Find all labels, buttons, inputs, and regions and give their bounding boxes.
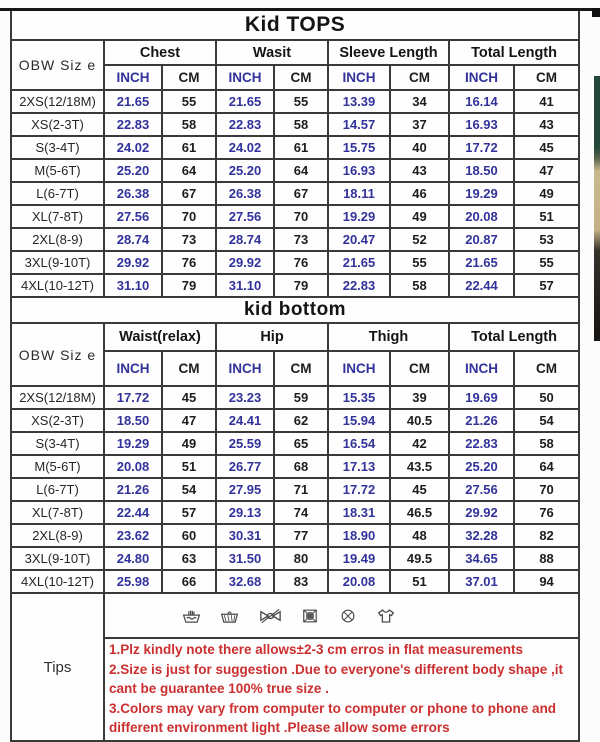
inch-value: 20.08 xyxy=(104,455,162,478)
size-label: 4XL(10-12T) xyxy=(11,274,104,297)
inch-value: 15.94 xyxy=(328,409,390,432)
inch-value: 31.10 xyxy=(216,274,274,297)
inch-value: 18.31 xyxy=(328,501,390,524)
table-row xyxy=(11,113,579,136)
size-label: XS(2-3T) xyxy=(11,409,104,432)
cm-value: 61 xyxy=(274,136,328,159)
cm-value: 37 xyxy=(390,113,449,136)
cm-value: 53 xyxy=(514,228,579,251)
inch-value: 20.47 xyxy=(328,228,390,251)
unit-inch-header: INCH xyxy=(449,65,514,90)
unit-inch-header: INCH xyxy=(104,65,162,90)
cm-value: 71 xyxy=(274,478,328,501)
wash-basin-icon xyxy=(219,606,240,626)
bottom-title-row xyxy=(11,297,579,323)
size-label: XL(7-8T) xyxy=(11,501,104,524)
inch-value: 22.44 xyxy=(449,274,514,297)
inch-value: 22.83 xyxy=(216,113,274,136)
do-not-wring-icon xyxy=(258,606,283,626)
table-row xyxy=(11,409,579,432)
cm-value: 58 xyxy=(162,113,216,136)
cm-value: 70 xyxy=(274,205,328,228)
table-row xyxy=(11,205,579,228)
inch-value: 17.13 xyxy=(328,455,390,478)
inch-value: 23.62 xyxy=(104,524,162,547)
inch-value: 17.72 xyxy=(449,136,514,159)
cm-value: 55 xyxy=(162,90,216,113)
inch-value: 16.93 xyxy=(328,159,390,182)
cm-value: 49 xyxy=(390,205,449,228)
cm-value: 40 xyxy=(390,136,449,159)
cm-value: 73 xyxy=(274,228,328,251)
inch-value: 27.56 xyxy=(104,205,162,228)
cm-value: 63 xyxy=(162,547,216,570)
cm-value: 45 xyxy=(390,478,449,501)
unit-cm-header: CM xyxy=(274,65,328,90)
bottom-waist-relax-header: Waist(relax) xyxy=(104,323,216,351)
inch-value: 22.44 xyxy=(104,501,162,524)
inch-value: 24.02 xyxy=(216,136,274,159)
size-label: 2XL(8-9) xyxy=(11,524,104,547)
unit-cm-header: CM xyxy=(514,351,579,386)
cm-value: 67 xyxy=(162,182,216,205)
hand-wash-icon xyxy=(181,606,202,626)
tips-line-1: 1.Plz kindly note there allows±2-3 cm erros in flat measurements xyxy=(109,642,524,657)
do-not-tumble-dry-icon xyxy=(300,606,320,626)
size-label: 3XL(9-10T) xyxy=(11,251,104,274)
bottom-total-length-header: Total Length xyxy=(449,323,579,351)
cm-value: 68 xyxy=(274,455,328,478)
inch-value: 18.50 xyxy=(449,159,514,182)
size-label: 2XL(8-9) xyxy=(11,228,104,251)
cm-value: 67 xyxy=(274,182,328,205)
inch-value: 21.65 xyxy=(216,90,274,113)
inch-value: 25.20 xyxy=(104,159,162,182)
cm-value: 49 xyxy=(162,432,216,455)
size-label: 4XL(10-12T) xyxy=(11,570,104,593)
cm-value: 50 xyxy=(514,386,579,409)
size-label: S(3-4T) xyxy=(11,136,104,159)
inch-value: 24.02 xyxy=(104,136,162,159)
inch-value: 15.35 xyxy=(328,386,390,409)
cm-value: 60 xyxy=(162,524,216,547)
size-chart-table xyxy=(10,8,580,742)
size-label: S(3-4T) xyxy=(11,432,104,455)
unit-cm-header: CM xyxy=(162,351,216,386)
cm-value: 79 xyxy=(274,274,328,297)
size-label: M(5-6T) xyxy=(11,455,104,478)
do-not-dry-clean-icon xyxy=(338,606,358,626)
inch-value: 20.08 xyxy=(449,205,514,228)
cm-value: 65 xyxy=(274,432,328,455)
cm-value: 83 xyxy=(274,570,328,593)
tops-sleeve-header: Sleeve Length xyxy=(328,40,449,65)
unit-inch-header: INCH xyxy=(104,351,162,386)
size-label: 3XL(9-10T) xyxy=(11,547,104,570)
inch-value: 20.87 xyxy=(449,228,514,251)
inch-value: 25.98 xyxy=(104,570,162,593)
inch-value: 16.93 xyxy=(449,113,514,136)
cm-value: 74 xyxy=(274,501,328,524)
unit-inch-header: INCH xyxy=(328,65,390,90)
inch-value: 18.11 xyxy=(328,182,390,205)
cm-value: 52 xyxy=(390,228,449,251)
inch-value: 21.65 xyxy=(328,251,390,274)
cm-value: 70 xyxy=(514,478,579,501)
size-label: 2XS(12/18M) xyxy=(11,90,104,113)
inch-value: 19.29 xyxy=(328,205,390,228)
bottom-size-column-header: OBW Siz e xyxy=(11,323,104,386)
inch-value: 27.56 xyxy=(216,205,274,228)
size-label: XS(2-3T) xyxy=(11,113,104,136)
unit-cm-header: CM xyxy=(390,351,449,386)
bottom-thigh-header: Thigh xyxy=(328,323,449,351)
cm-value: 41 xyxy=(514,90,579,113)
bottom-hip-header: Hip xyxy=(216,323,328,351)
photo-corner-fragment xyxy=(592,8,600,17)
cm-value: 64 xyxy=(162,159,216,182)
cm-value: 51 xyxy=(514,205,579,228)
cm-value: 88 xyxy=(514,547,579,570)
size-label: 2XS(12/18M) xyxy=(11,386,104,409)
inch-value: 21.26 xyxy=(449,409,514,432)
cm-value: 45 xyxy=(162,386,216,409)
table-row xyxy=(11,159,579,182)
inch-value: 19.29 xyxy=(449,182,514,205)
bottom-group-header-row xyxy=(11,323,579,351)
inch-value: 15.75 xyxy=(328,136,390,159)
cm-value: 46 xyxy=(390,182,449,205)
size-label: L(6-7T) xyxy=(11,182,104,205)
inch-value: 30.31 xyxy=(216,524,274,547)
cm-value: 54 xyxy=(162,478,216,501)
cm-value: 57 xyxy=(514,274,579,297)
cm-value: 42 xyxy=(390,432,449,455)
tops-chest-header: Chest xyxy=(104,40,216,65)
inch-value: 19.49 xyxy=(328,547,390,570)
table-row xyxy=(11,432,579,455)
cm-value: 49.5 xyxy=(390,547,449,570)
cm-value: 76 xyxy=(162,251,216,274)
tips-label: Tips xyxy=(11,593,104,741)
cm-value: 43.5 xyxy=(390,455,449,478)
inch-value: 21.65 xyxy=(104,90,162,113)
cm-value: 49 xyxy=(514,182,579,205)
inch-value: 14.57 xyxy=(328,113,390,136)
tops-waist-header: Wasit xyxy=(216,40,328,65)
inch-value: 22.83 xyxy=(328,274,390,297)
cm-value: 82 xyxy=(514,524,579,547)
cm-value: 58 xyxy=(274,113,328,136)
care-icons-cell xyxy=(104,593,579,638)
inch-value: 26.38 xyxy=(104,182,162,205)
inch-value: 28.74 xyxy=(216,228,274,251)
inch-value: 21.26 xyxy=(104,478,162,501)
cm-value: 55 xyxy=(274,90,328,113)
inch-value: 24.80 xyxy=(104,547,162,570)
cm-value: 76 xyxy=(274,251,328,274)
inch-value: 19.29 xyxy=(104,432,162,455)
table-row xyxy=(11,228,579,251)
cm-value: 51 xyxy=(162,455,216,478)
inch-value: 27.56 xyxy=(449,478,514,501)
inch-value: 16.14 xyxy=(449,90,514,113)
inch-value: 29.92 xyxy=(104,251,162,274)
inch-value: 19.69 xyxy=(449,386,514,409)
unit-cm-header: CM xyxy=(162,65,216,90)
inch-value: 22.83 xyxy=(449,432,514,455)
inch-value: 17.72 xyxy=(104,386,162,409)
unit-inch-header: INCH xyxy=(449,351,514,386)
table-row xyxy=(11,251,579,274)
cm-value: 64 xyxy=(274,159,328,182)
cm-value: 64 xyxy=(514,455,579,478)
inch-value: 28.74 xyxy=(104,228,162,251)
cm-value: 39 xyxy=(390,386,449,409)
inch-value: 37.01 xyxy=(449,570,514,593)
inch-value: 26.38 xyxy=(216,182,274,205)
inch-value: 29.13 xyxy=(216,501,274,524)
cm-value: 61 xyxy=(162,136,216,159)
unit-cm-header: CM xyxy=(390,65,449,90)
inch-value: 16.54 xyxy=(328,432,390,455)
cm-value: 79 xyxy=(162,274,216,297)
tips-line-3: 3.Colors may vary from computer to computer or phone to phone and different environment light .Please allow some errors xyxy=(109,700,557,735)
cm-value: 58 xyxy=(390,274,449,297)
table-row xyxy=(11,136,579,159)
tips-line-2: 2.Size is just for suggestion .Due to everyone's different body shape ,it cant be guarantee 100% true size . xyxy=(109,661,564,696)
inch-value: 24.41 xyxy=(216,409,274,432)
inch-value: 20.08 xyxy=(328,570,390,593)
cm-value: 57 xyxy=(162,501,216,524)
cm-value: 77 xyxy=(274,524,328,547)
cm-value: 51 xyxy=(390,570,449,593)
inch-value: 25.59 xyxy=(216,432,274,455)
tops-group-header-row xyxy=(11,40,579,65)
cm-value: 80 xyxy=(274,547,328,570)
size-label: L(6-7T) xyxy=(11,478,104,501)
table-row xyxy=(11,90,579,113)
cm-value: 48 xyxy=(390,524,449,547)
tops-table-title: Kid TOPS xyxy=(11,9,579,40)
cm-value: 76 xyxy=(514,501,579,524)
inch-value: 18.50 xyxy=(104,409,162,432)
cm-value: 54 xyxy=(514,409,579,432)
cm-value: 43 xyxy=(390,159,449,182)
inch-value: 27.95 xyxy=(216,478,274,501)
inch-value: 31.50 xyxy=(216,547,274,570)
inch-value: 17.72 xyxy=(328,478,390,501)
cm-value: 40.5 xyxy=(390,409,449,432)
cm-value: 55 xyxy=(390,251,449,274)
table-row xyxy=(11,570,579,593)
cm-value: 47 xyxy=(162,409,216,432)
inch-value: 32.68 xyxy=(216,570,274,593)
inch-value: 31.10 xyxy=(104,274,162,297)
inch-value: 25.20 xyxy=(216,159,274,182)
tops-size-column-header: OBW Siz e xyxy=(11,40,104,90)
drip-dry-shirt-icon xyxy=(375,606,397,626)
inch-value: 21.65 xyxy=(449,251,514,274)
table-row xyxy=(11,182,579,205)
product-photo-sliver xyxy=(594,76,600,341)
cm-value: 70 xyxy=(162,205,216,228)
inch-value: 29.92 xyxy=(449,501,514,524)
unit-cm-header: CM xyxy=(274,351,328,386)
photo-top-edge xyxy=(0,8,600,11)
cm-value: 58 xyxy=(514,432,579,455)
table-row xyxy=(11,524,579,547)
cm-value: 45 xyxy=(514,136,579,159)
bottom-table-title: kid bottom xyxy=(11,297,579,323)
cm-value: 62 xyxy=(274,409,328,432)
cm-value: 66 xyxy=(162,570,216,593)
table-row xyxy=(11,386,579,409)
unit-cm-header: CM xyxy=(514,65,579,90)
cm-value: 43 xyxy=(514,113,579,136)
table-row xyxy=(11,455,579,478)
cm-value: 73 xyxy=(162,228,216,251)
unit-inch-header: INCH xyxy=(328,351,390,386)
cm-value: 94 xyxy=(514,570,579,593)
tops-title-row xyxy=(11,9,579,40)
inch-value: 32.28 xyxy=(449,524,514,547)
care-icons-row xyxy=(11,593,579,638)
cm-value: 55 xyxy=(514,251,579,274)
cm-value: 47 xyxy=(514,159,579,182)
cm-value: 46.5 xyxy=(390,501,449,524)
unit-inch-header: INCH xyxy=(216,351,274,386)
tops-total-length-header: Total Length xyxy=(449,40,579,65)
inch-value: 18.90 xyxy=(328,524,390,547)
inch-value: 22.83 xyxy=(104,113,162,136)
size-label: M(5-6T) xyxy=(11,159,104,182)
inch-value: 13.39 xyxy=(328,90,390,113)
table-row xyxy=(11,501,579,524)
table-row xyxy=(11,547,579,570)
cm-value: 59 xyxy=(274,386,328,409)
size-label: XL(7-8T) xyxy=(11,205,104,228)
inch-value: 26.77 xyxy=(216,455,274,478)
inch-value: 25.20 xyxy=(449,455,514,478)
cm-value: 34 xyxy=(390,90,449,113)
unit-inch-header: INCH xyxy=(216,65,274,90)
inch-value: 29.92 xyxy=(216,251,274,274)
table-row xyxy=(11,274,579,297)
inch-value: 23.23 xyxy=(216,386,274,409)
inch-value: 34.65 xyxy=(449,547,514,570)
table-row xyxy=(11,478,579,501)
